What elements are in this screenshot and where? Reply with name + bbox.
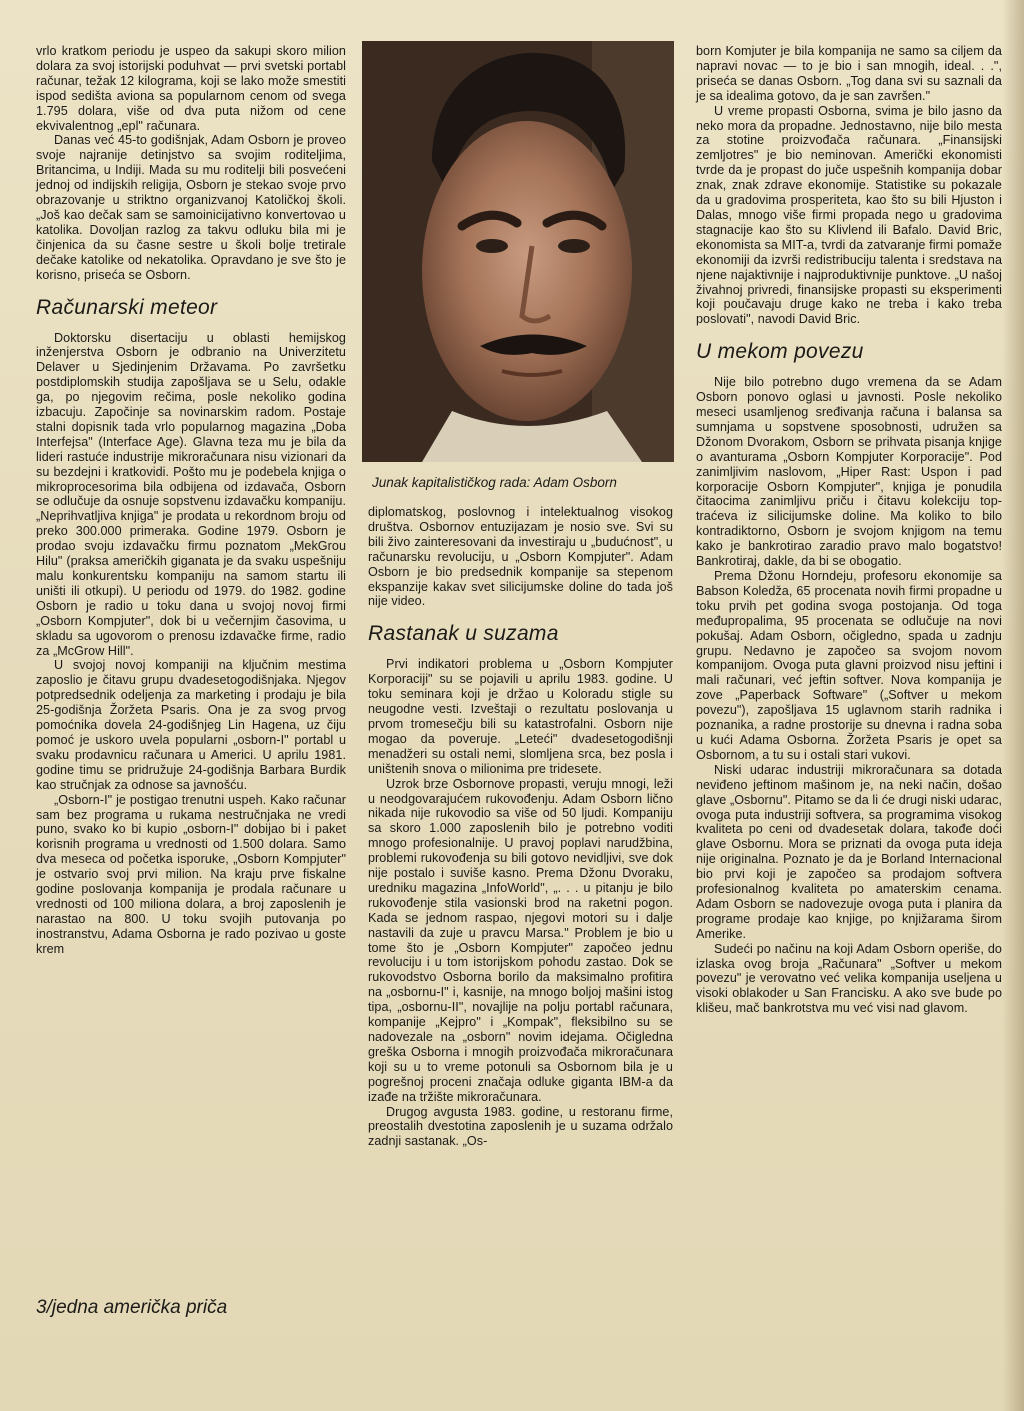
- portrait-illustration: [362, 41, 674, 462]
- paragraph: Prema Džonu Horndeju, profesoru ekonomije sa Babson Koledža, 65 procenata novih firmi propadne u toku prvih pet godina svoga postojanja. Od toga međupropalima, 95 procenata se odlučuje na novi pokušaj. Adam Osborn, očigledno, spada u zadnju grupu. Nedavno je započeo sa svojom novom kompanijom. Ovoga puta glavni proizvod nisu jeftini i mali računari, već jeftin softver. Nova kompanija je zove „Paperback Software" („Softver u mekom povezu"), zapošljava 15 uglavnom starih radnika i poznanika, a radne prostorije su dnevna i radna soba u kući Adama Osborna. Žoržeta Psaris je opet sa Osbornom, a tu su i ostali stari vukovi.: [696, 569, 1002, 762]
- section-heading: Računarski meteor: [36, 295, 218, 319]
- portrait-photo: [362, 41, 674, 462]
- paragraph: Nije bilo potrebno dugo vremena da se Adam Osborn ponovo oglasi u javnosti. Posle nekoliko meseci usamljenog sređivanja računa i balansa sa sumnjama u sopstvene sposobnosti, udružen sa Džonom Dvorakom, Osborn se prihvata pisanja knjige o avanturama „Osborn Kompjuter Korporacije". Pod zanimljivim naslovom, „Hiper Rast: Uspon i pad korporacije Osborn Kompjuter", knjiga je ponudila čitaocima zanimljivu priču i čitavu kolekciju top-traćeva iz silicijumske doline. Ma koliko to bilo kontradiktorno, Osborn je svojom knjigom na temu kako je bankrotirao zaradio pravo malo bogatstvo! Bankrotiraj, dakle, da bi se obogatio.: [696, 375, 1002, 569]
- article-column-middle: [368, 505, 673, 1149]
- paragraph: vrlo kratkom periodu je uspeo da sakupi skoro milion dolara za svoj istorijski poduhvat — prvi svetski portabl računar, težak 12 kilograma, koji se lako može smestiti ispod sedišta aviona sa popularnom cenom od svega 1.795 dolara, više od dva puta nižom od cene ekvivalentnog „epl" računara.: [36, 44, 346, 133]
- page-footer: 3/jedna američka priča: [36, 1297, 228, 1318]
- paragraph: Niski udarac industriji mikroračunara sa dotada neviđeno jeftinom mašinom je, na neki način, došao glave „Osbornu". Pitamo se da li će drugi niski udarac, ovoga puta industriji softvera, sa programima visokog kvaliteta po ceni od dvadesetak dolara, takođe doći glave Osbornu. Mora se priznati da ovoga puta ideja nije originalna. Poznato je da je Borland Internacional bio prvi koji je započeo sa prodajom softvera profesionalnog kvaliteta po amaterskim cenama. Adam Osborn se nadovezuje ovoga puta i planira da programe prodaje kao knjige, po knjižarama širom Amerike.: [696, 762, 1002, 941]
- photo-caption: Junak kapitalističkog rada: Adam Osborn: [372, 475, 617, 490]
- page-edge-shadow: [1002, 0, 1024, 1411]
- paragraph: „Osborn-I" je postigao trenutni uspeh. Kako računar sam bez programa u rukama nestručnjaka ne vredi puno, svako ko bi kupio „osborn-I" dobijao bi i paket korisnih programa u vrednosti od 1.500 dolara. Samo dva meseca od početka isporuke, „Osborn Kompjuter" je ostvario svoj prvi milion. Na kraju prve fiskalne godine poslovanja kompanija je prodala računare u vrednosti od 100 miliona dolara, a broj zaposlenih je narastao na 800. U toku svojih putovanja po inostranstvu, Adama Osborna je rado pozivao u goste krem: [36, 792, 346, 956]
- paragraph: diplomatskog, poslovnog i intelektualnog visokog društva. Osbornov entuzijazam je nosio sve. Svi su bili živo zainteresovani da investiraju u „budućnost", u računarsku revoluciju, u „Osborn Kompjuter". Adam Osborn je bio predsednik kompanije sa stepenom ekspanzije kakav svet silicijumske doline do tada još nije video.: [368, 505, 673, 609]
- paragraph: Uzrok brze Osbornove propasti, veruju mnogi, leži u neodgovarajućem rukovođenju. Adam Osborn lično nikada nije rukovodio sa više od 50 ljudi. Kompaniju sa skoro 1.000 zaposlenih bilo je potrebno voditi mnogo profesionalnije. U pravoj poplavi narudžbina, problemi rukovođenja su bili gotovo nevidljivi, sve dok nije postalo i suviše kasno. Prema Džonu Dvoraku, uredniku magazina „InfoWorld", „. . . u pitanju je bilo rukovođenje stila vasionski brod na raketni pogon. Kada se jednom raspao, njegovi motori su i dalje nastavili da zuje u pravcu Marsa." Problem je bio u tome što je „Osborn Kompjuter" započeo jednu revoluciju i u tom istorijskom pohodu zastao. Dok se rukovodstvo Osborna borilo da maksimalno profitira na „osbornu-I" i, kasnije, na mnogo boljoj mašini istog tipa, „osbornu-II", novajlije na polju portabl računara, kompanije „Kejpro" i „Kompak", fleksibilno su se nadovezale na „osborn" novim idejama. Očigledna greška Osborna i mnogih proizvođača mikroračunara koji su u to vreme potonuli sa Osbornom bila je u pogrešnoj proceni značaja odluke giganta IBM-a da izađe na tržište mikroračunara.: [368, 776, 673, 1104]
- paragraph: Sudeći po načinu na koji Adam Osborn operiše, do izlaska ovog broja „Računara" „Softver u mekom povezu" je verovatno već velika kompanija useljena u visoki oblakoder u San Francisku. A ako sve bude po klišeu, mač bankrotstva mu već visi nad glavom.: [696, 941, 1002, 1016]
- paragraph: born Komjuter je bila kompanija ne samo sa ciljem da napravi novac — to je bio i san mnogih, ideal. . .", priseća se danas Osborn. „Tog dana svi su saznali da je sa idealima gotovo, da je san završen.": [696, 44, 1002, 103]
- section-heading: U mekom povezu: [696, 340, 864, 364]
- paragraph: Prvi indikatori problema u „Osborn Kompjuter Korporaciji" su se pojavili u aprilu 1983. godine. U toku seminara koji je držao u Koloradu stigle su neugodne vesti. Izveštaji o rezultatu poslovanja u prvom tromesečju bili su katastrofalni. Osborn nije mogao da poveruje. „Leteći" dvadesetogodišnji menadžeri su ostali nemi, slomljena srca, bez posla i uništenih snova o milionima pre tridesete.: [368, 657, 673, 776]
- article-column-right: [696, 44, 1002, 1016]
- paragraph: Doktorsku disertaciju u oblasti hemijskog inženjerstva Osborn je odbranio na Univerzitetu Delaver u Sjedinjenim Državama. Po završetku postdiplomskih studija zapošljava se u Selu, odakle ga, po njegovim rečima, posle nekoliko godina izbacuju. Započinje sa novinarskim radom. Postaje stalni dopisnik tada vrlo popularnog magazina „Doba Interfejsa" (Interface Age). Glavna teza mu je bila da lideri rastuće industrije mikroračunara nisu vizionari da su bezdejni i kratkovidi. Pošto mu je podebela knjiga o mikroprocesorima bila odbijena od izdavača, Osborn se odlučuje da osnuje sopstvenu izdavačku kompaniju. „Neprihvatljiva knjiga" je prodata u rekordnom broju od preko 300.000 primeraka. Godine 1979. Osborn je prodao svoju izdavačku firmu poznatom „MekGrou Hilu" (praksa američkih giganata je da svaku uspešniju malu konkurentsku kompaniju na samom startu ili uništi ili otkupi). U periodu od 1979. do 1982. godine Osborn je radio u toku dana u svojoj novoj firmi „Osborn Kompjuter", dok bi u večernjim časovima, u skladu sa ugovorom o prenosu izdavačke firme, radio za „McGrow Hill".: [36, 330, 346, 658]
- paragraph: Drugog avgusta 1983. godine, u restoranu firme, preostalih dvestotina zaposlenih je u suzama održalo zadnji sastanak. „Os-: [368, 1104, 673, 1149]
- section-heading: Rastanak u suzama: [368, 622, 559, 646]
- paragraph: U vreme propasti Osborna, svima je bilo jasno da neko mora da propadne. Jednostavno, nije bilo mesta za stotine proizvođača računara. „Finansijski zemljotres" je bio neminovan. Američki ekonomisti tvrde da je propast do juče uspešnih kompanija dobar znak, znak zdrave ekonomije. Statistike su pokazale da u gradovima prosperiteta, kao što su bili Hjuston i Dalas, mnogo više firmi propada nego u gradovima stagnacije kao što su Klivlend ili Bafalo. David Bric, ekonomista sa MIT-a, tvrdi da zatvaranje firmi pomaže ekonomiji da izvrši redistribuciju talenta i sredstava na njene najaktivnije i najproduktivnije punktove. „U našoj živahnoj privredi, finansijske propasti su eksperimenti koji poučavaju druge kako ne treba i kako treba poslovati", navodi David Bric.: [696, 103, 1002, 327]
- article-column-left: [36, 44, 346, 957]
- paragraph: Danas već 45-to godišnjak, Adam Osborn je proveo svoje najranije detinjstvo sa svojim roditeljima, Britancima, u Indiji. Mada su mu roditelji bili posvećeni jednoj od indijskih religija, Osborn je stekao svoje prvo obrazovanje u striktno organizvanoj Katoličkoj školi. „Još kao dečak sam se samoinicijativno konvertovao u katolika. Dovoljan razlog za takvu odluku bila mi je činjenica da su časne sestre u školi bolje tretirale dečake katolike od nekatolika. Opravdano je sve što je korisno, priseća se Osborn.: [36, 133, 346, 282]
- paragraph: U svojoj novoj kompaniji na ključnim mestima zaposlio je čitavu grupu dvadesetogodišnjaka. Njegov potpredsednik odeljenja za marketing i prodaju je bila 25-godišnja Žoržeta Psaris. Ona je za svog prvog pomoćnika dovela 24-godišnjeg Lin Hagena, uz čiju pomoć je uskoro uvela popularni „osborn-I" portabl u svaku prodavnicu računara u Americi. U aprilu 1981. godine timu se pridružuje 24-godišnja Barbara Burdik kao stručnjak za odnose sa javnošću.: [36, 658, 346, 792]
